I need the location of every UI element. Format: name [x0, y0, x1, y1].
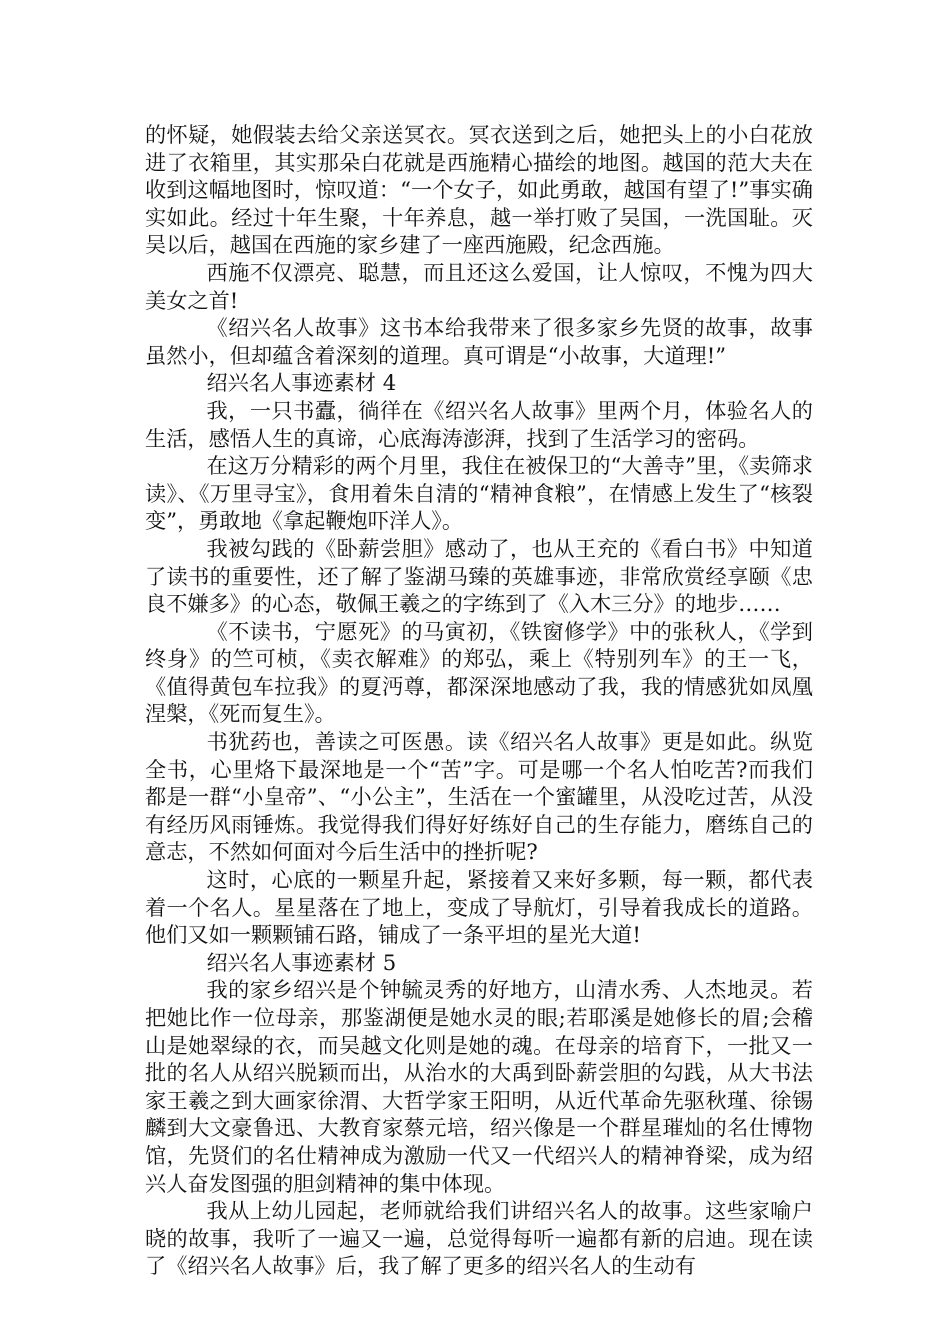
paragraph: 《不读书，宁愿死》的马寅初，《铁窗修学》中的张秋人，《学到终身》的竺可桢，《卖衣解难》的郑弘，乘上《特别列车》的王一飞，《值得黄包车拉我》的夏沔尊，都深深地感动了我，我的情感犹如凤凰涅槃，《死而复生》。 [145, 618, 813, 727]
paragraph: 我被勾践的《卧薪尝胆》感动了，也从王充的《看白书》中知道了读书的重要性，还了解了鉴湖马臻的英雄事迹，非常欣赏经享颐《忠良不嫌多》的心态，敬佩王羲之的字练到了《入木三分》的地步…… [145, 535, 813, 617]
paragraph: 的怀疑，她假装去给父亲送冥衣。冥衣送到之后，她把头上的小白花放进了衣箱里，其实那朵白花就是西施精心描绘的地图。越国的范大夫在收到这幅地图时，惊叹道：“一个女子，如此勇敢，越国有望了!”事实确实如此。经过十年生聚，十年养息，越一举打败了吴国，一洗国耻。灭吴以后，越国在西施的家乡建了一座西施殿，纪念西施。 [145, 122, 813, 258]
paragraph: 我从上幼儿园起，老师就给我们讲绍兴名人的故事。这些家喻户晓的故事，我听了一遍又一遍，总觉得每听一遍都有新的启迪。现在读了《绍兴名人故事》后，我了解了更多的绍兴名人的生动有 [145, 1198, 813, 1279]
paragraph: 在这万分精彩的两个月里，我住在被保卫的“大善寺”里，《卖筛求读》、《万里寻宝》，食用着朱自清的“精神食粮”，在情感上发生了“核裂变”，勇敢地《拿起鞭炮吓洋人》。 [145, 453, 813, 534]
paragraph: 这时，心底的一颗星升起，紧接着又来好多颗，每一颗，都代表着一个名人。星星落在了地上，变成了导航灯，引导着我成长的道路。他们又如一颗颗铺石路，铺成了一条平坦的星光大道! [145, 867, 813, 948]
paragraph: 西施不仅漂亮、聪慧，而且还这么爱国，让人惊叹，不愧为四大美女之首! [145, 259, 813, 313]
paragraph: 我，一只书蠹，徜徉在《绍兴名人故事》里两个月，体验名人的生活，感悟人生的真谛，心底海涛澎湃，找到了生活学习的密码。 [145, 397, 813, 451]
paragraph: 《绍兴名人故事》这书本给我带来了很多家乡先贤的故事，故事虽然小，但却蕴含着深刻的道理。真可谓是“小故事，大道理!” [145, 315, 813, 368]
document-body [145, 121, 813, 1280]
section-heading: 绍兴名人事迹素材 5 [206, 949, 397, 975]
paragraph: 我的家乡绍兴是个钟毓灵秀的好地方，山清水秀、人杰地灵。若把她比作一位母亲，那鉴湖便是她水灵的眼;若耶溪是她修长的眉;会稽山是她翠绿的衣，而吴越文化则是她的魂。在母亲的培育下，一批又一批的名人从绍兴脱颖而出，从治水的大禹到卧薪尝胆的勾践，从大书法家王羲之到大画家徐渭、大哲学家王阳明，从近代革命先驱秋瑾、徐锡麟到大文豪鲁迅、大教育家蔡元培，绍兴像是一个群星璀灿的名仕博物馆，先贤们的名仕精神成为激励一代又一代绍兴人的精神脊梁，成为绍兴人奋发图强的胆剑精神的集中体现。 [145, 977, 813, 1196]
section-heading: 绍兴名人事迹素材 4 [206, 370, 397, 396]
paragraph: 书犹药也，善读之可医愚。读《绍兴名人故事》更是如此。纵览全书，心里烙下最深地是一个“苦”字。可是哪一个名人怕吃苦?而我们都是一群“小皇帝”、“小公主”，生活在一个蜜罐里，从没吃过苦，从没有经历风雨锤炼。我觉得我们得好好练好自己的生存能力，磨练自己的意志，不然如何面对今后生活中的挫折呢? [145, 729, 813, 865]
